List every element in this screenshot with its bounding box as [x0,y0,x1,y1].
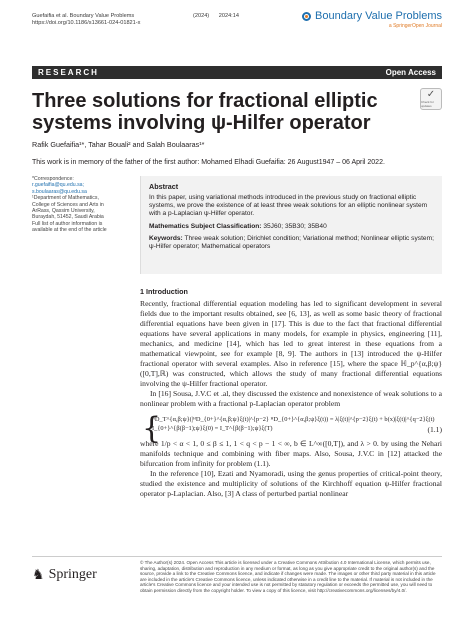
email-link[interactable]: s.boulaaras@qu.edu.sa [32,188,87,195]
header-citation: Guefaifia et al. Boundary Value Problems [32,13,135,19]
header-article: 2024:14 [218,13,239,19]
journal-logo[interactable] [302,10,442,29]
crossmark-icon: ✓ [426,89,436,100]
author-list: Rafik Guefaifia¹*, Tahar Bouali² and Salah Boulaaras¹* [32,140,205,149]
abstract-box [140,176,442,274]
equation-line-1: ᴴD_T^{α,β;ψ}(|ᴴD_{0+}^{α,β;ψ}ξ(t)|^{p−2} ᴴD_{0+}^{α,β;ψ}ξ(t)) = λ|ξ(t)|^{p−2}ξ(t) + b(x)|ξ(t)|^{q−2}ξ(t) [152,416,435,423]
equation-brace: { [142,411,162,446]
keywords-line [149,235,434,251]
intro-paragraph-3: where 1/p < α < 1, 0 ≤ β ≤ 1, 1 < q < p − 1 < ∞, b ∈ L^∞([0,T]), and λ > 0. by using the Nehari manifolds technique and combining with fiber maps. Also, Sousa, J.V.C in [12] attacked the bifurcation from infinity for problem (1.1). [140,439,442,468]
main-text [140,287,442,499]
header-doi[interactable]: https://doi.org/10.1186/s13661-024-01821-x [32,20,141,27]
author-info-note: Full list of author information is available at the end of the article [32,220,107,234]
header-citation-block [32,13,140,27]
equation-1-1 [140,411,442,446]
intro-paragraph-2: In [16] Sousa, J.V.C et .al, they discussed the existence and nonexistence of weak solutions to a nonlinear problem with a fractional p-Laplacian operator problem [140,389,442,408]
journal-logo-icon [302,12,311,21]
correspondence-label: *Correspondence: [32,176,74,182]
msc-label: Mathematics Subject Classification: [149,222,262,230]
equation-number: (1.1) [427,425,442,434]
springer-name: Springer [48,566,97,582]
article-type: RESEARCH [38,68,99,77]
intro-paragraph-1: Recently, fractional differential equation modeling has led to significant development in several fields due to the important results obtained, see [6, 13], as well as some basic theory of fractional differential equations have been given in [17]. This is due to the fact that fractional differential equations have several applications in many models, for example in physics, engineering [11], mechanics, and medicine [14], which has led to great interest in these equations from a mathematical viewpoint, see for example [8, 9]. The authors in [13] introduced the ψ-Hilfer fractional operator with several examples. Also in reference [15], where the space ℍ_p^{α,β;ψ}([0,T],ℝ) was constructed, which allows the study of many fractional differential equations involving the ψ-Hilfer fractional operator. [140,299,442,388]
header-volume [193,13,247,19]
springer-logo [32,566,97,583]
msc-codes: 35J60; 35B30; 35B40 [263,222,327,230]
keywords-label: Keywords: [149,234,183,242]
email-link[interactable]: r.guefaifia@qu.edu.sa; [32,182,84,189]
open-access-label: Open Access [385,68,436,77]
intro-paragraph-4: In the reference [10], Ezati and Nyamoradi, using the genus properties of critical-point theory, studied the existence and multiplicity of solutions of the Kirchhoff equation ψ-Hilfer fractional operator p-Laplacian. Also, [3] A class of perturbed partial nonlinear [140,469,442,498]
keywords-text: Three weak solution; Dirichlet condition; Variational method; Nonlinear elliptic system; ψ-Hilfer operator; Mathematical operators [149,234,434,251]
affiliation: ¹Department of Mathematics, College of Sciences and Arts in ArRass, Qassim University, Buraydah, 51452, Saudi Arabia [32,195,104,221]
msc-line [149,223,434,231]
article-title: Three solutions for fractional elliptic systems involving ψ-Hilfer operator [32,90,378,134]
check-for-updates-button[interactable] [420,88,442,110]
memorial-note: This work is in memory of the father of the first author: Mohamed Elhadi Guefaifia: 26 August1947 – 06 April 2022. [32,159,385,166]
header-year: (2024) [193,13,210,19]
journal-name: Boundary Value Problems [315,10,442,22]
abstract-heading: Abstract [149,182,179,191]
journal-name-row [302,10,442,22]
journal-subtitle: a SpringerOpen Journal [388,23,442,29]
check-updates-label: Check for updates [421,100,434,108]
section-heading: 1 Introduction [140,287,188,296]
license-text: © The Author(s) 2024. Open Access This article is licensed under a Creative Commons Attribution 4.0 International License, which permits use, sharing, adaptation, distribution and reproduction in any medium or format, as long as you give appropriate credit to the original author(s) and the source, provide a link to the Creative Commons licence, and indicate if changes were made. The images or other third party material in this article are included in the article's Creative Commons licence, unless indicated otherwise in a credit line to the material. If material is not included in the article's Creative Commons licence and your intended use is not permitted by statutory regulation or exceeds the permitted use, you will need to obtain permission directly from the copyright holder. To view a copy of this licence, visit http://creativecommons.org/licenses/by/4.0/. [140,560,436,593]
springer-horse-icon: ♞ [32,566,45,582]
correspondence-sidebar [32,176,108,234]
article-type-banner [32,66,442,79]
abstract-text: In this paper, using variational methods introduced in the previous study on fractional elliptic systems, we prove the existence of at least three weak solutions for an elliptic nonlinear system with a p-Laplacian ψ-Hilfer operator. [149,194,428,218]
equation-line-2: I_{0+}^{β(β−1);ψ}ξ(0) = I_T^{β(β−1);ψ}ξ(T) [152,425,273,432]
